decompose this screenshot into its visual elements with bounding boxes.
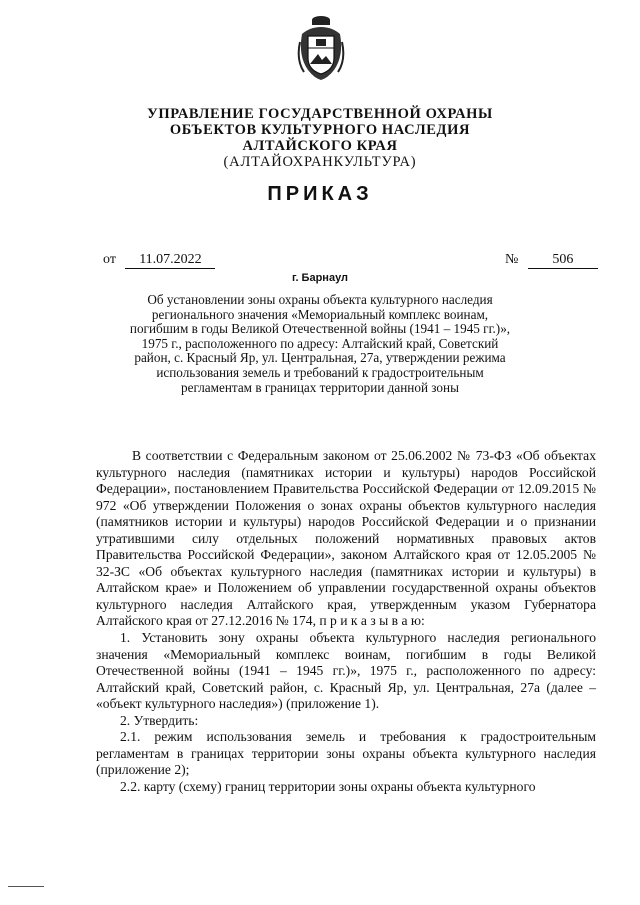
document-body <box>96 448 596 795</box>
subject-line: использования земель и требований к градостроительным <box>156 364 484 380</box>
org-name-line-3: АЛТАЙСКОГО КРАЯ <box>242 138 398 154</box>
number-row <box>505 252 598 269</box>
order-item-2-1: 2.1. режим использования земель и требования к градостроительным регламентам в границах территории зоны охраны объекта культурного наследия (приложение 2); <box>96 729 596 778</box>
org-short-name: (АЛТАЙОХРАНКУЛЬТУРА) <box>223 154 417 170</box>
number-prefix: № <box>505 252 519 267</box>
preamble-paragraph: В соответствии с Федеральным законом от 25.06.2002 № 73-ФЗ «Об объектах культурного наследия (памятниках истории и культуры) народов Российской Федерации», постановлением Правительства Российской Федерации от 12.09.2015 № 972 «Об утверждении Положения о зонах охраны объектов культурного наследия (памятников истории и культуры) народов Российской Федерации и о признании утратившими силу отдельных положений нормативных правовых актов Правительства Российской Федерации», законом Алтайского края от 12.05.2005 № 32-ЗС «Об объектах культурного наследия (памятниках истории и культуры) в Алтайском крае» и Положением об управлении государственной охраны объектов культурного наследия Алтайского края, утвержденным указом Губернатора Алтайского края от 27.12.2016 № 174, п р и к а з ы в а ю: <box>96 448 596 629</box>
subject-line: Об установлении зоны охраны объекта культурного наследия <box>147 292 493 307</box>
subject-line: регионального значения «Мемориальный комплекс воинам, <box>151 306 489 322</box>
order-item-2: 2. Утвердить: <box>120 712 199 728</box>
date-prefix: от <box>103 252 116 267</box>
subject-line: регламентам в границах территории данной зоны <box>181 379 459 395</box>
order-item-1: 1. Установить зону охраны объекта культурного наследия регионального значения «Мемориальный комплекс воинам, погибшим в годы Великой Отечественной войны (1941 – 1945 гг.)», 1975 г., расположенного по адресу: Алтайский край, Советский район, с. Красный Яр, ул. Центральная, 27а (далее – «объект культурного наследия») (приложение 1). <box>96 630 596 712</box>
subject-line: погибшим в годы Великой Отечественной войны (1941 – 1945 гг.)», <box>129 321 511 337</box>
order-item-2-2: 2.2. карту (схему) границ территории зоны охраны объекта культурного <box>120 778 536 794</box>
footer-divider <box>8 886 44 887</box>
document-type-title: ПРИКАЗ <box>267 183 373 205</box>
document-subject <box>110 293 530 395</box>
document-date: 11.07.2022 <box>125 252 215 269</box>
city-name: г. Барнаул <box>291 272 349 284</box>
coat-of-arms-emblem <box>296 12 346 84</box>
subject-line: 1975 г., расположенного по адресу: Алтайский край, Советский <box>141 335 499 351</box>
org-name-line-1: УПРАВЛЕНИЕ ГОСУДАРСТВЕННОЙ ОХРАНЫ <box>147 106 493 122</box>
org-name-line-2: ОБЪЕКТОВ КУЛЬТУРНОГО НАСЛЕДИЯ <box>169 122 471 138</box>
subject-line: район, с. Красный Яр, ул. Центральная, 27а, утверждении режима <box>134 350 506 366</box>
date-row <box>103 252 215 269</box>
document-number: 506 <box>528 252 598 269</box>
